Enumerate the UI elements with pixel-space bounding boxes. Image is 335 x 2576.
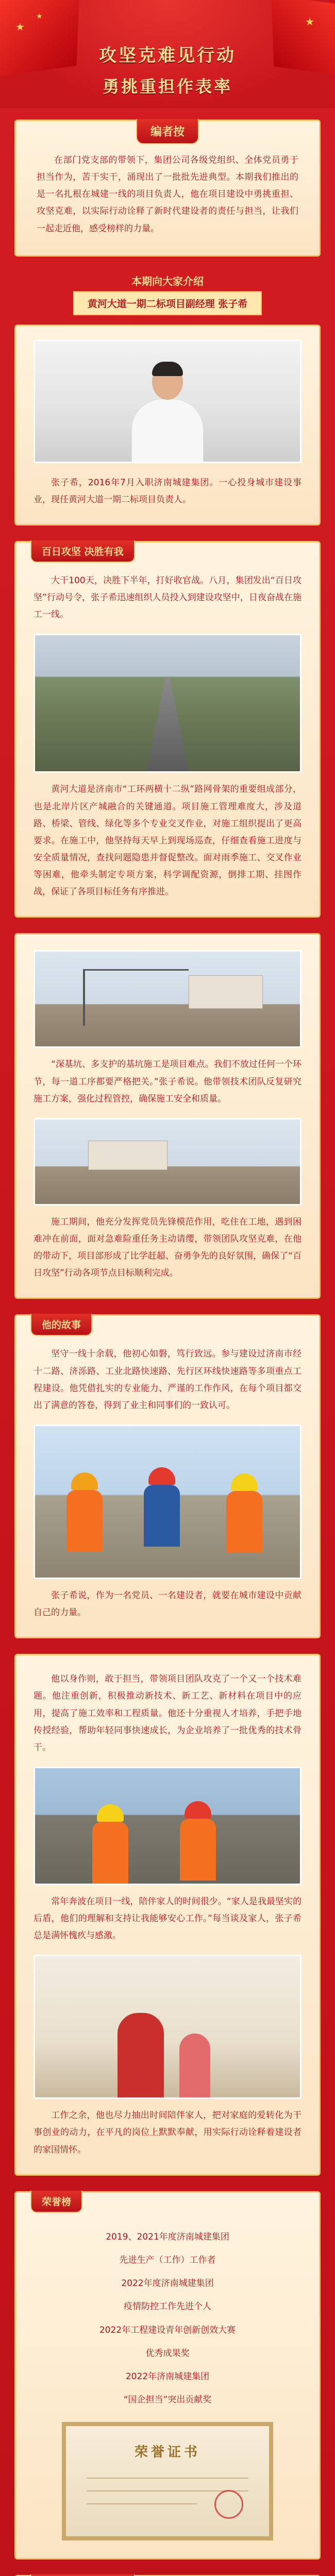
intro-panel xyxy=(14,120,321,257)
story-paragraph: 常年奔波在项目一线，陪伴家人的时间很少。“家人是我最坚实的后盾，他们的理解和支持让我能够安心工作。”每当谈及家人，张子希总是满怀愧疚与感激。 xyxy=(34,1896,301,1941)
road-photo xyxy=(34,634,301,773)
person-figure xyxy=(129,364,206,462)
story-panel-1 xyxy=(14,541,321,918)
crew-photo xyxy=(34,1767,301,1885)
person-intro-text: 张子希，2016年7月入职济南城建集团。一心投身城市建设事业，现任黄河大道一期二标项目负责人。 xyxy=(34,477,301,505)
section-tag: 百日攻坚 决胜有我 xyxy=(30,540,135,563)
story-paragraph: 施工期间，他充分发挥党员先锋模范作用，吃住在工地，遇到困难冲在前面，面对急难险重任务主动请缨，带领团队攻坚克难，在他的带动下，项目部形成了比学赶超、奋勇争先的良好氛围，确保了“百日攻坚”行动各项节点目标顺利完成。 xyxy=(34,1216,301,1279)
story-paragraph: 黄河大道是济南市“工环两横十二纵”路网骨架的重要组成部分，也是北岸片区产城融合的关键通道。项目施工管理难度大，涉及道路、桥梁、管线、绿化等多个专业交叉作业，对施工组织提出了更高要求。在施工中，他坚持每天早上到现场巡查，仔细查看施工进度与安全质量情况，查找问题隐患并督促整改。面对雨季施工、交叉作业等困难，他牵头制定专项方案，科学调配资源，倒排工期、挂图作战，保证了各项目标任务有序推进。 xyxy=(34,784,301,897)
story-paragraph: 他以身作则，敢于担当，带领项目团队攻克了一个又一个技术难题。他注重创新，积极推动新技术、新工艺、新材料在项目中的应用，提高了施工效率和工程质量。他还十分重视人才培养，手把手地传授经验，帮助年轻同事快速成长，为企业培养了一批优秀的技术骨干。 xyxy=(34,1674,301,1753)
workers-photo xyxy=(34,1425,301,1579)
person-banner xyxy=(14,270,321,315)
banner-name: 黄河大道一期二标项目副经理 张子希 xyxy=(73,291,262,315)
hero-header xyxy=(0,0,335,108)
construction-photo xyxy=(34,950,301,1048)
page-subtitle: 勇挑重担作表率 xyxy=(102,77,232,96)
honor-item: 疫情防控工作先进个人 xyxy=(124,2301,211,2312)
person-photo xyxy=(34,340,301,463)
page-title: 攻坚克难见行动 xyxy=(99,45,236,66)
honor-item: 2019、2021年度济南城建集团 xyxy=(106,2231,229,2242)
certificate-image xyxy=(62,2422,273,2540)
intro-heading: 编者按 xyxy=(136,119,199,144)
intro-text: 在部门党支部的带领下，集团公司各级党组织、全体党员勇于担当作为，苦干实干，涌现出了一批批先进典型。本期我们推出的是一名扎根在城建一线的项目负责人，他在项目建设中勇挑重担、攻坚克难，以实际行动诠释了新时代建设者的责任与担当，让我们一起走近他，感受榜样的力量。 xyxy=(37,155,298,234)
story-paragraph: 工作之余，他也尽力抽出时间陪伴家人，把对家庭的爱转化为干事创业的动力，在平凡的岗位上默默奉献，用实际行动诠释着建设者的家国情怀。 xyxy=(34,2110,301,2155)
section-tag: 他的故事 xyxy=(30,1314,92,1336)
family-photo xyxy=(34,1955,301,2099)
person-panel xyxy=(14,325,321,526)
story-paragraph: 坚守一线十余载，他初心如磐，笃行致远。参与建设过济南市经十二路、济泺路、工业北路快速路、先行区环线快速路等多项重点工程建设。他凭借扎实的专业能力、严谨的工作作风，在每个项目都交出了满意的答卷，得到了业主和同事们的一致认可。 xyxy=(34,1349,301,1411)
honor-item: 优秀成果奖 xyxy=(145,2348,190,2359)
honor-item: 2022年工程建设青年创新创效大赛 xyxy=(99,2325,236,2335)
star-icon: ★ xyxy=(305,15,314,28)
story-panel-4 xyxy=(14,1654,321,2176)
site-meeting-photo xyxy=(34,1118,301,1206)
honors-panel xyxy=(14,2191,321,2560)
certificate-title: 荣誉证书 xyxy=(134,2445,200,2461)
star-icon: ★ xyxy=(36,12,43,21)
story-panel-2 xyxy=(14,933,321,1299)
honor-item: 2022年济南城建集团 xyxy=(125,2371,210,2382)
story-paragraph: “深基坑、多支护的基坑施工是项目难点。我们不放过任何一个环节，每一道工序都要严格把关。”张子希说。他带领技术团队反复研究施工方案，强化过程管控，确保施工安全和质量。 xyxy=(34,1059,301,1104)
star-icon: ★ xyxy=(15,21,25,33)
seal-icon xyxy=(214,2490,243,2519)
banner-top: 本期向大家介绍 xyxy=(131,275,204,287)
section-tag: 荣誉榜 xyxy=(30,2191,82,2213)
honor-item: “国企担当”突出贡献奖 xyxy=(123,2395,212,2405)
story-paragraph: 大干100天，决胜下半年，打好收官战。八月，集团发出“百日攻坚”行动号令，张子希迅速组织人员投入到建设攻坚中，日夜奋战在施工一线。 xyxy=(34,575,301,620)
story-paragraph: 张子希说，作为一名党员、一名建设者，就要在城市建设中贡献自己的力量。 xyxy=(34,1590,301,1618)
honor-item: 先进生产（工作）工作者 xyxy=(119,2255,216,2265)
honor-item: 2022年度济南城建集团 xyxy=(121,2278,214,2289)
story-panel-3 xyxy=(14,1314,321,1638)
